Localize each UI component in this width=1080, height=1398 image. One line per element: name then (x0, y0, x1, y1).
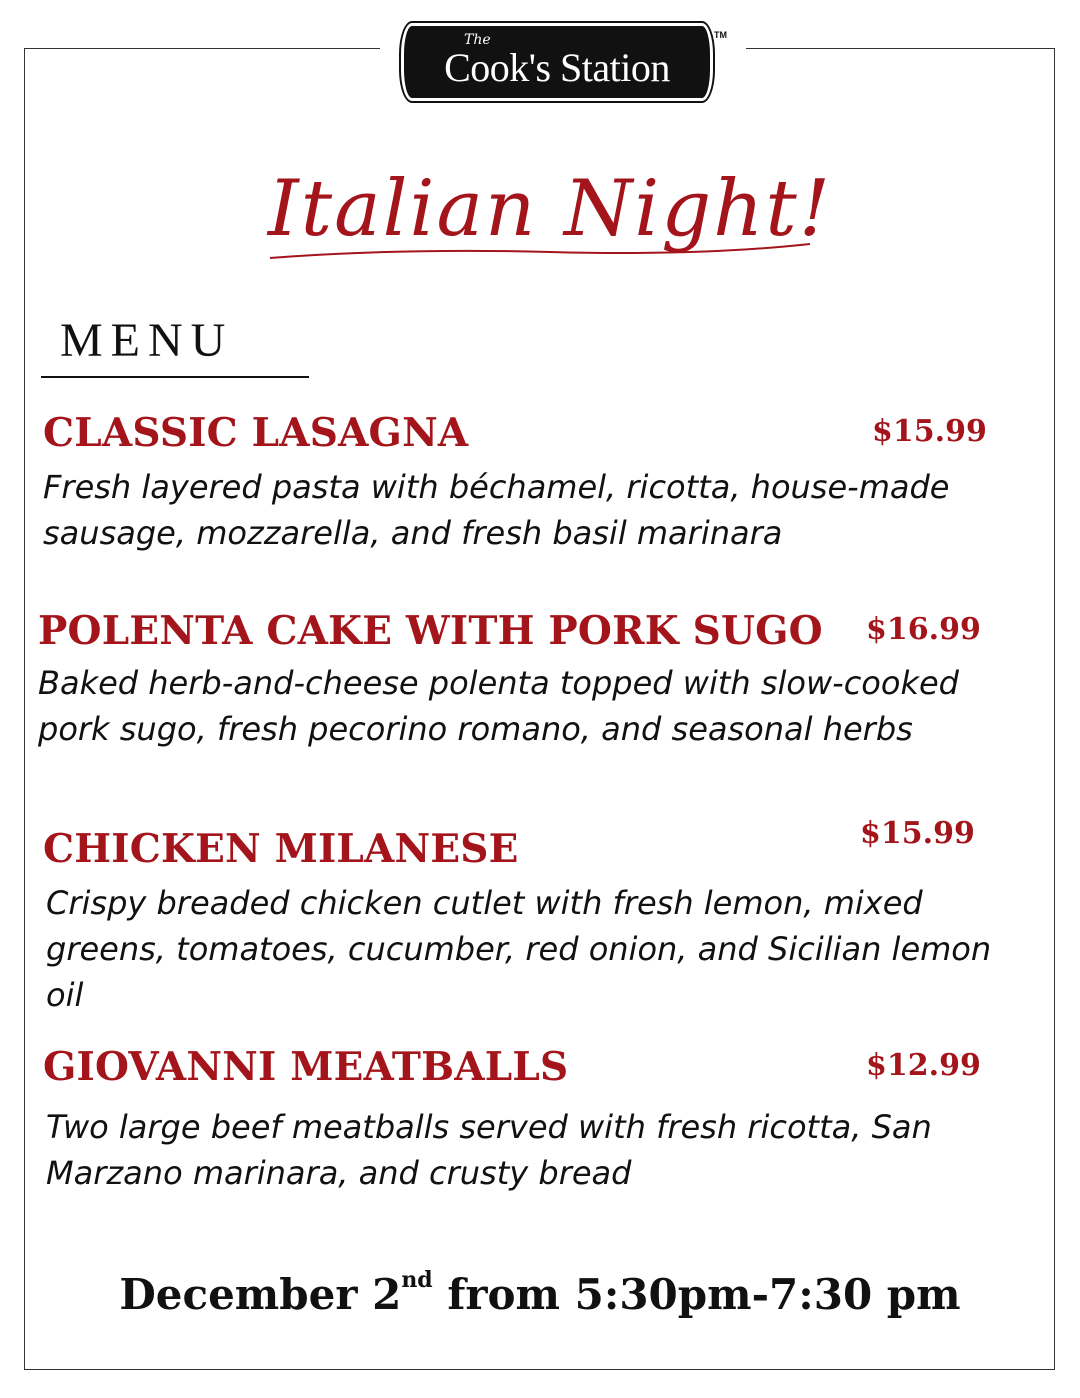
item-price: $15.99 (860, 816, 975, 851)
item-price: $16.99 (866, 612, 981, 647)
menu-heading: MENU (60, 314, 234, 367)
logo-name: Cook's Station (444, 45, 670, 90)
menu-rule (41, 376, 309, 378)
item-price: $12.99 (866, 1048, 981, 1083)
logo-the: The (464, 32, 491, 48)
item-description: Fresh layered pasta with béchamel, ricotta, house-made sausage, mozzarella, and fresh basil marinara (43, 468, 950, 552)
item-price: $15.99 (872, 414, 987, 449)
script-title-text: Italian Night! (267, 164, 833, 254)
item-name: CHICKEN MILANESE (43, 826, 519, 872)
brand-logo (404, 26, 710, 98)
item-name: POLENTA CAKE WITH PORK SUGO (38, 608, 823, 654)
item-description: Crispy breaded chicken cutlet with fresh lemon, mixed greens, tomatoes, cucumber, red onion, and Sicilian lemon oil (46, 884, 992, 1014)
item-name: CLASSIC LASAGNA (43, 410, 469, 456)
event-date-start: December 2 (119, 1270, 402, 1319)
item-description: Baked herb-and-cheese polenta topped with slow-cooked pork sugo, fresh pecorino romano, and seasonal herbs (38, 664, 959, 748)
ordinal-suffix: nd (401, 1267, 433, 1293)
item-name: GIOVANNI MEATBALLS (43, 1044, 569, 1090)
item-description: Two large beef meatballs served with fresh ricotta, San Marzano marinara, and crusty bread (46, 1108, 932, 1192)
event-date (0, 1267, 1080, 1319)
script-title (250, 140, 850, 300)
event-time: from 5:30pm-7:30 pm (432, 1270, 961, 1319)
trademark-mark: TM (714, 30, 727, 40)
